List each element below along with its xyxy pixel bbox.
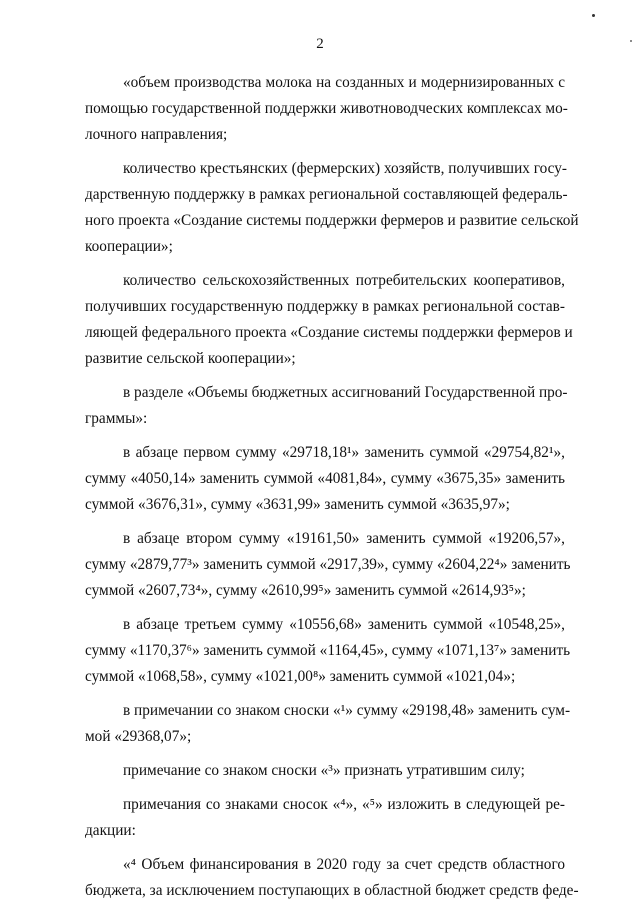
- text-line: бюджета, за исключением поступающих в областной бюджет средств феде-: [85, 882, 579, 899]
- scan-speck: [592, 14, 595, 17]
- text-line: развитие сельской кооперации»;: [85, 350, 296, 367]
- text-line: помощью государственной поддержки животноводческих комплексах мо-: [85, 100, 568, 117]
- text-line: дарственную поддержку в рамках региональной составляющей федераль-: [85, 186, 568, 203]
- text-line: сумму «2879,77³» заменить суммой «2917,39», сумму «2604,22⁴» заменить: [85, 556, 571, 573]
- text-line: мой «29368,07»;: [85, 728, 192, 745]
- paragraph: [85, 440, 565, 518]
- text-line: в абзаце первом сумму «29718,18¹» заменить суммой «29754,82¹»,: [123, 444, 565, 461]
- text-line: в абзаце третьем сумму «10556,68» заменить суммой «10548,25»,: [123, 616, 565, 633]
- text-line: ного проекта «Создание системы поддержки фермеров и развитие сельской: [85, 212, 579, 229]
- text-line: ляющей федерального проекта «Создание системы поддержки фермеров и: [85, 324, 573, 341]
- text-line: количество сельскохозяйственных потребительских кооперативов,: [123, 272, 565, 289]
- text-line: сумму «1170,37⁶» заменить суммой «1164,45», сумму «1071,13⁷» заменить: [85, 642, 571, 659]
- paragraph: [85, 156, 579, 260]
- paragraph: [85, 70, 568, 148]
- text-line: кооперации»;: [85, 238, 173, 255]
- paragraph: [85, 852, 579, 904]
- paragraph: [85, 526, 571, 604]
- text-line: количество крестьянских (фермерских) хозяйств, получивших госу-: [123, 160, 567, 177]
- text-line: суммой «1068,58», сумму «1021,00⁸» заменить суммой «1021,04»;: [85, 668, 516, 685]
- text-line: в разделе «Объемы бюджетных ассигнований Государственной про-: [123, 384, 568, 401]
- text-line: дакции:: [85, 822, 136, 839]
- text-line: в абзаце втором сумму «19161,50» заменить суммой «19206,57»,: [123, 530, 565, 547]
- paragraph: [85, 380, 568, 432]
- text-line: в примечании со знаком сноски «¹» сумму «29198,48» заменить сум-: [123, 702, 571, 719]
- text-line: «⁴ Объем финансирования в 2020 году за счет средств областного: [123, 856, 565, 873]
- text-line: лочного направления;: [85, 126, 228, 143]
- paragraph: [85, 698, 571, 750]
- text-line: сумму «4050,14» заменить суммой «4081,84», сумму «3675,35» заменить: [85, 470, 565, 487]
- text-line: примечания со знаками сносок «⁴», «⁵» изложить в следующей ре-: [123, 796, 565, 813]
- text-line: примечание со знаком сноски «³» признать утратившим силу;: [123, 762, 525, 779]
- paragraph: [85, 612, 571, 690]
- text-line: граммы»:: [85, 410, 148, 427]
- paragraph: [85, 758, 565, 784]
- text-line: «объем производства молока на созданных и модернизированных с: [123, 74, 565, 91]
- page-number: 2: [316, 36, 324, 52]
- text-line: суммой «3676,31», сумму «3631,99» заменить суммой «3635,97»;: [85, 496, 510, 513]
- text-line: получивших государственную поддержку в рамках региональной состав-: [85, 298, 565, 315]
- paragraph: [85, 792, 565, 844]
- document-body: [85, 70, 579, 912]
- text-line: суммой «2607,73⁴», сумму «2610,99⁵» заменить суммой «2614,93⁵»;: [85, 582, 526, 599]
- paragraph: [85, 268, 573, 372]
